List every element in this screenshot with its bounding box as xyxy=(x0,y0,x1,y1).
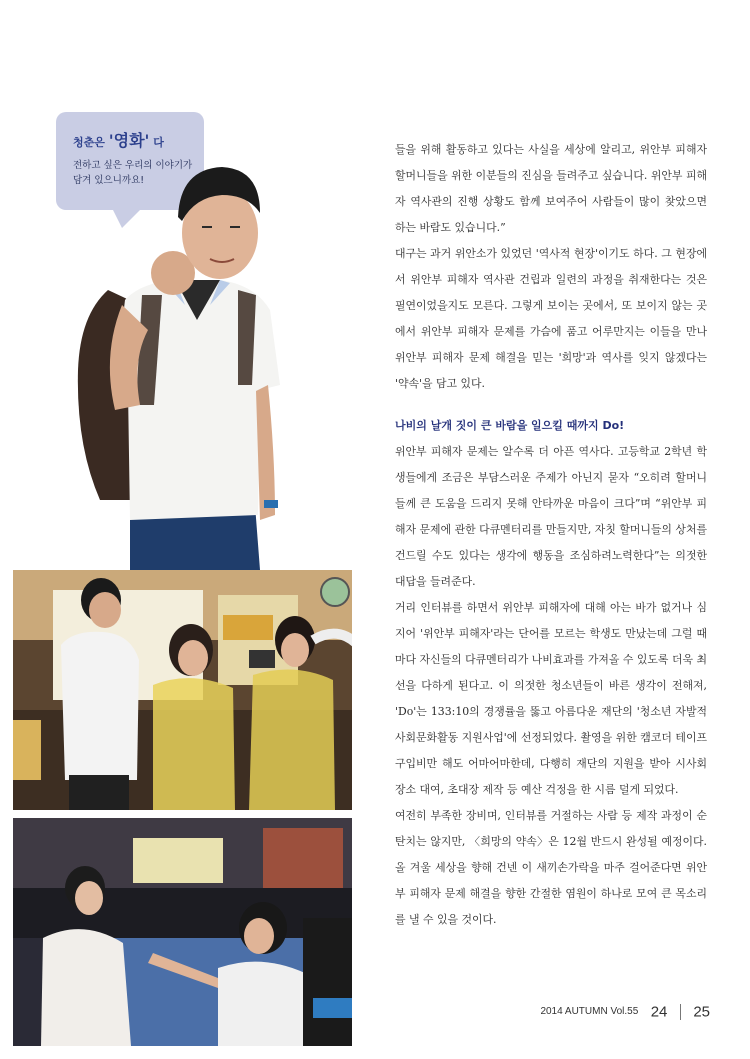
bubble-body-line2: 담겨 있으니까요! xyxy=(73,175,145,186)
magazine-issue-label: 2014 AUTUMN Vol.55 xyxy=(540,1006,639,1018)
bubble-title-prefix: 청춘은 xyxy=(73,136,109,149)
bubble-body-line1: 전하고 싶은 우리의 이야기가 xyxy=(73,160,193,171)
page-number-divider xyxy=(680,1004,681,1020)
article-paragraph: 대구는 과거 위안소가 있었던 '역사적 현장'이기도 하다. 그 현장에서 위안부 피해자 역사관 건립과 일련의 과정을 취재한다는 것은 필연이었을지도 모른다. 그렇게 보이는 곳에서, 또 보이지 않는 곳에서 위안부 피해자 문제를 가슴에 품고 어루만지는 이들을 만나 위안부 피해자 문제 해결을 믿는 '희망'과 역사를 잊지 않겠다는 '약속'을 담고 있다. xyxy=(395,247,707,390)
bubble-title-highlight: '영화' xyxy=(108,131,150,150)
article-paragraph: 여전히 부족한 장비며, 인터뷰를 거절하는 사람 등 제작 과정이 순탄치는 않지만, 〈희망의 약속〉은 12월 반드시 완성될 예정이다. 올 겨울 세상을 향해 건넨 이 새끼손가락을 마주 걸어준다면 위안부 피해자 문제 해결을 향한 간절한 염원이 하나로 모여 큰 목소리를 낼 수 있을 것이다. xyxy=(395,809,707,926)
student-portrait-photo xyxy=(70,155,310,570)
article-body xyxy=(395,137,707,933)
page-number-left: 24 xyxy=(650,1003,668,1021)
article-paragraph: 위안부 피해자 문제는 알수록 더 아픈 역사다. 고등학교 2학년 학생들에게 조금은 부담스러운 주제가 아닌지 묻자 “오히려 할머니들께 큰 도움을 드리지 못해 안타까운 마음이 크다”며 “위안부 피해자 문제에 관한 다큐멘터리를 만들지만, 자칫 할머니들의 상처를 건드릴 수도 있다는 생각에 행동을 조심하려노력한다”는 의젓한 대답을 들려준다. xyxy=(395,445,707,588)
article-paragraph: 거리 인터뷰를 하면서 위안부 피해자에 대해 아는 바가 없거나 심지어 '위안부 피해자'라는 단어를 모르는 학생도 만났는데 그럴 때마다 자신들의 다큐멘터리가 나비효과를 가져올 수 있도록 더욱 최선을 다하게 된다고. 이 의젓한 청소년들이 바른 생각이 전해져, 'Do'는 133:10의 경쟁률을 뚫고 아름다운 재단의 '청소년 자발적 사회문화활동 지원사업'에 선정되었다. 촬영을 위한 캠코더 테이프 구입비만 해도 어마어마한데, 다행히 재단의 지원을 받아 시사회 장소 대여, 초대장 제작 등 예산 걱정을 한 시름 덜게 되었다. xyxy=(395,601,707,796)
bubble-title-suffix: 다 xyxy=(149,136,164,149)
street-interview-photo xyxy=(13,570,352,810)
speech-bubble-title xyxy=(73,128,164,151)
night-street-photo xyxy=(13,818,352,1046)
article-paragraph: 들을 위해 활동하고 있다는 사실을 세상에 알리고, 위안부 피해자 할머니들을 위한 이분들의 진심을 들려주고 싶습니다. 위안부 피해자 역사관의 진행 상황도 함께 보여주어 사람들이 많이 찾았으면 하는 바람도 있습니다.” xyxy=(395,143,707,234)
page-folio xyxy=(540,1003,710,1021)
article-subheading: 나비의 날개 짓이 큰 바람을 일으킬 때까지 Do! xyxy=(395,419,625,432)
page-number-right: 25 xyxy=(693,1003,710,1021)
